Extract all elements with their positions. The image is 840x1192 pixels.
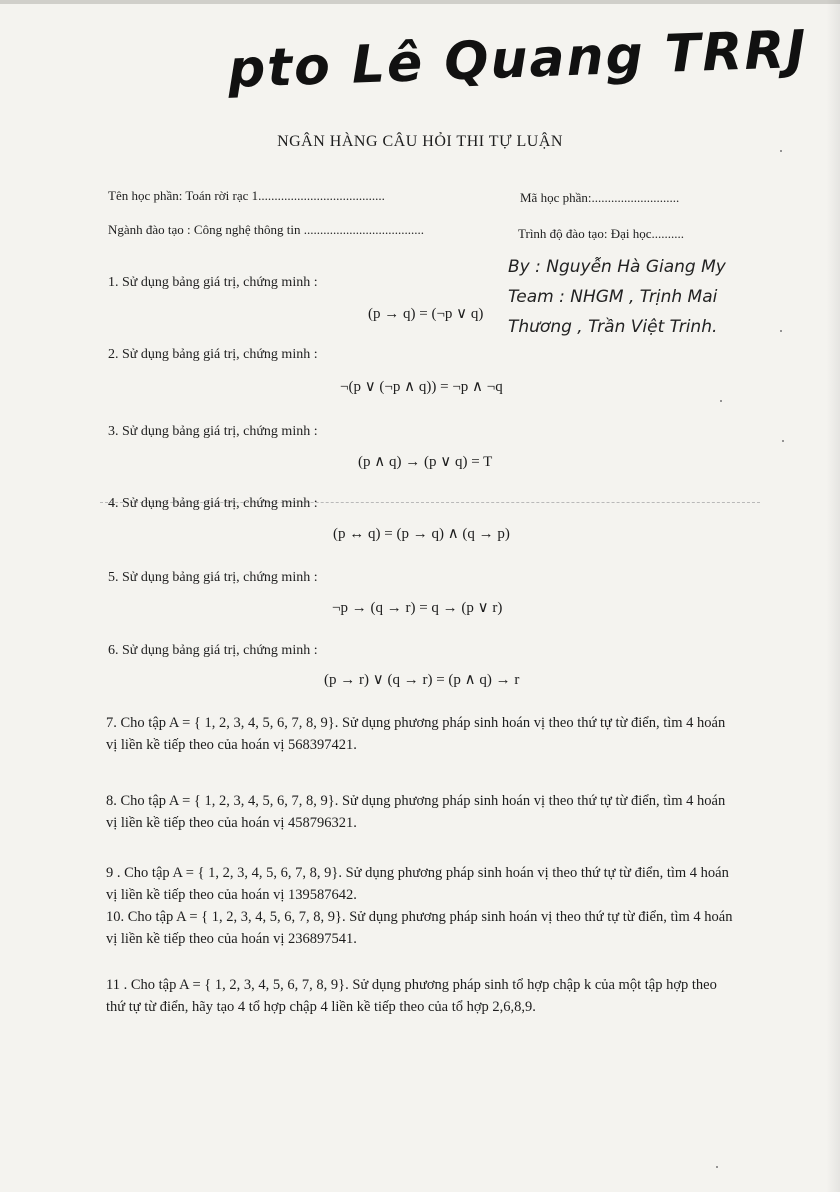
scan-top-edge — [0, 0, 840, 4]
course-code: Mã học phần:........................... — [520, 190, 680, 205]
question-paragraph: 8. Cho tập A = { 1, 2, 3, 4, 5, 6, 7, 8, 9}. Sử dụng phương pháp sinh hoán vị theo thứ tự từ điển, tìm 4 hoán vị liền kề tiếp theo của hoán vị 458796321. — [106, 793, 726, 831]
scan-speck — [780, 150, 782, 152]
question-label: 1. Sử dụng bảng giá trị, chứng minh : — [108, 275, 318, 290]
question-formula: ¬(p ∨ (¬p ∧ q)) = ¬p ∧ ¬q — [340, 379, 503, 395]
credit-line: Thương , Trần Việt Trinh. — [508, 317, 718, 337]
question-label: 3. Sử dụng bảng giá trị, chứng minh : — [108, 424, 318, 439]
question-paragraph: 11 . Cho tập A = { 1, 2, 3, 4, 5, 6, 7, 8, 9}. Sử dụng phương pháp sinh tổ hợp chập k của một tập hợp theo thứ tự từ điển, hãy tạo 4 tổ hợp chập 4 liền kề tiếp theo của tổ hợp 2,6,8,9. — [106, 977, 717, 1015]
scan-speck — [780, 330, 782, 332]
handwritten-note-top: pto Lê Quang TRRJ — [226, 19, 809, 100]
scan-speck — [720, 400, 722, 402]
question-label: 5. Sử dụng bảng giá trị, chứng minh : — [108, 570, 318, 585]
scan-right-edge — [826, 0, 840, 1192]
question-label: 2. Sử dụng bảng giá trị, chứng minh : — [108, 347, 318, 362]
question-paragraph: 9 . Cho tập A = { 1, 2, 3, 4, 5, 6, 7, 8, 9}. Sử dụng phương pháp sinh hoán vị theo thứ tự từ điển, tìm 4 hoán vị liền kề tiếp theo của hoán vị 139587642. — [106, 865, 729, 903]
scan-speck — [782, 440, 784, 442]
question-formula: (p → q) = (¬p ∨ q) — [368, 306, 484, 322]
question-label: 6. Sử dụng bảng giá trị, chứng minh : — [108, 643, 318, 658]
question-paragraph: 10. Cho tập A = { 1, 2, 3, 4, 5, 6, 7, 8, 9}. Sử dụng phương pháp sinh hoán vị theo thứ tự từ điển, tìm 4 hoán vị liền kề tiếp theo của hoán vị 236897541. — [106, 909, 733, 947]
page-title: NGÂN HÀNG CÂU HỎI THI TỰ LUẬN — [277, 133, 563, 150]
scan-speck — [716, 1166, 718, 1168]
credit-line: Team : NHGM , Trịnh Mai — [508, 287, 718, 307]
credit-line: By : Nguyễn Hà Giang My — [508, 257, 726, 277]
major: Ngành đào tạo : Công nghệ thông tin ..................................... — [108, 222, 424, 237]
training-level: Trình độ đào tạo: Đại học.......... — [518, 226, 684, 241]
course-name: Tên học phần: Toán rời rạc 1....................................... — [108, 188, 385, 203]
question-formula: ¬p → (q → r) = q → (p ∨ r) — [332, 600, 503, 616]
question-label: 4. Sử dụng bảng giá trị, chứng minh : — [108, 496, 318, 511]
question-formula: (p → r) ∨ (q → r) = (p ∧ q) → r — [324, 672, 520, 688]
question-formula: (p ∧ q) → (p ∨ q) = T — [358, 454, 493, 470]
handwritten-credit — [508, 252, 726, 342]
question-formula: (p ↔ q) = (p → q) ∧ (q → p) — [333, 526, 510, 542]
question-paragraph: 7. Cho tập A = { 1, 2, 3, 4, 5, 6, 7, 8, 9}. Sử dụng phương pháp sinh hoán vị theo thứ tự từ điển, tìm 4 hoán vị liền kề tiếp theo của hoán vị 568397421. — [106, 715, 726, 753]
